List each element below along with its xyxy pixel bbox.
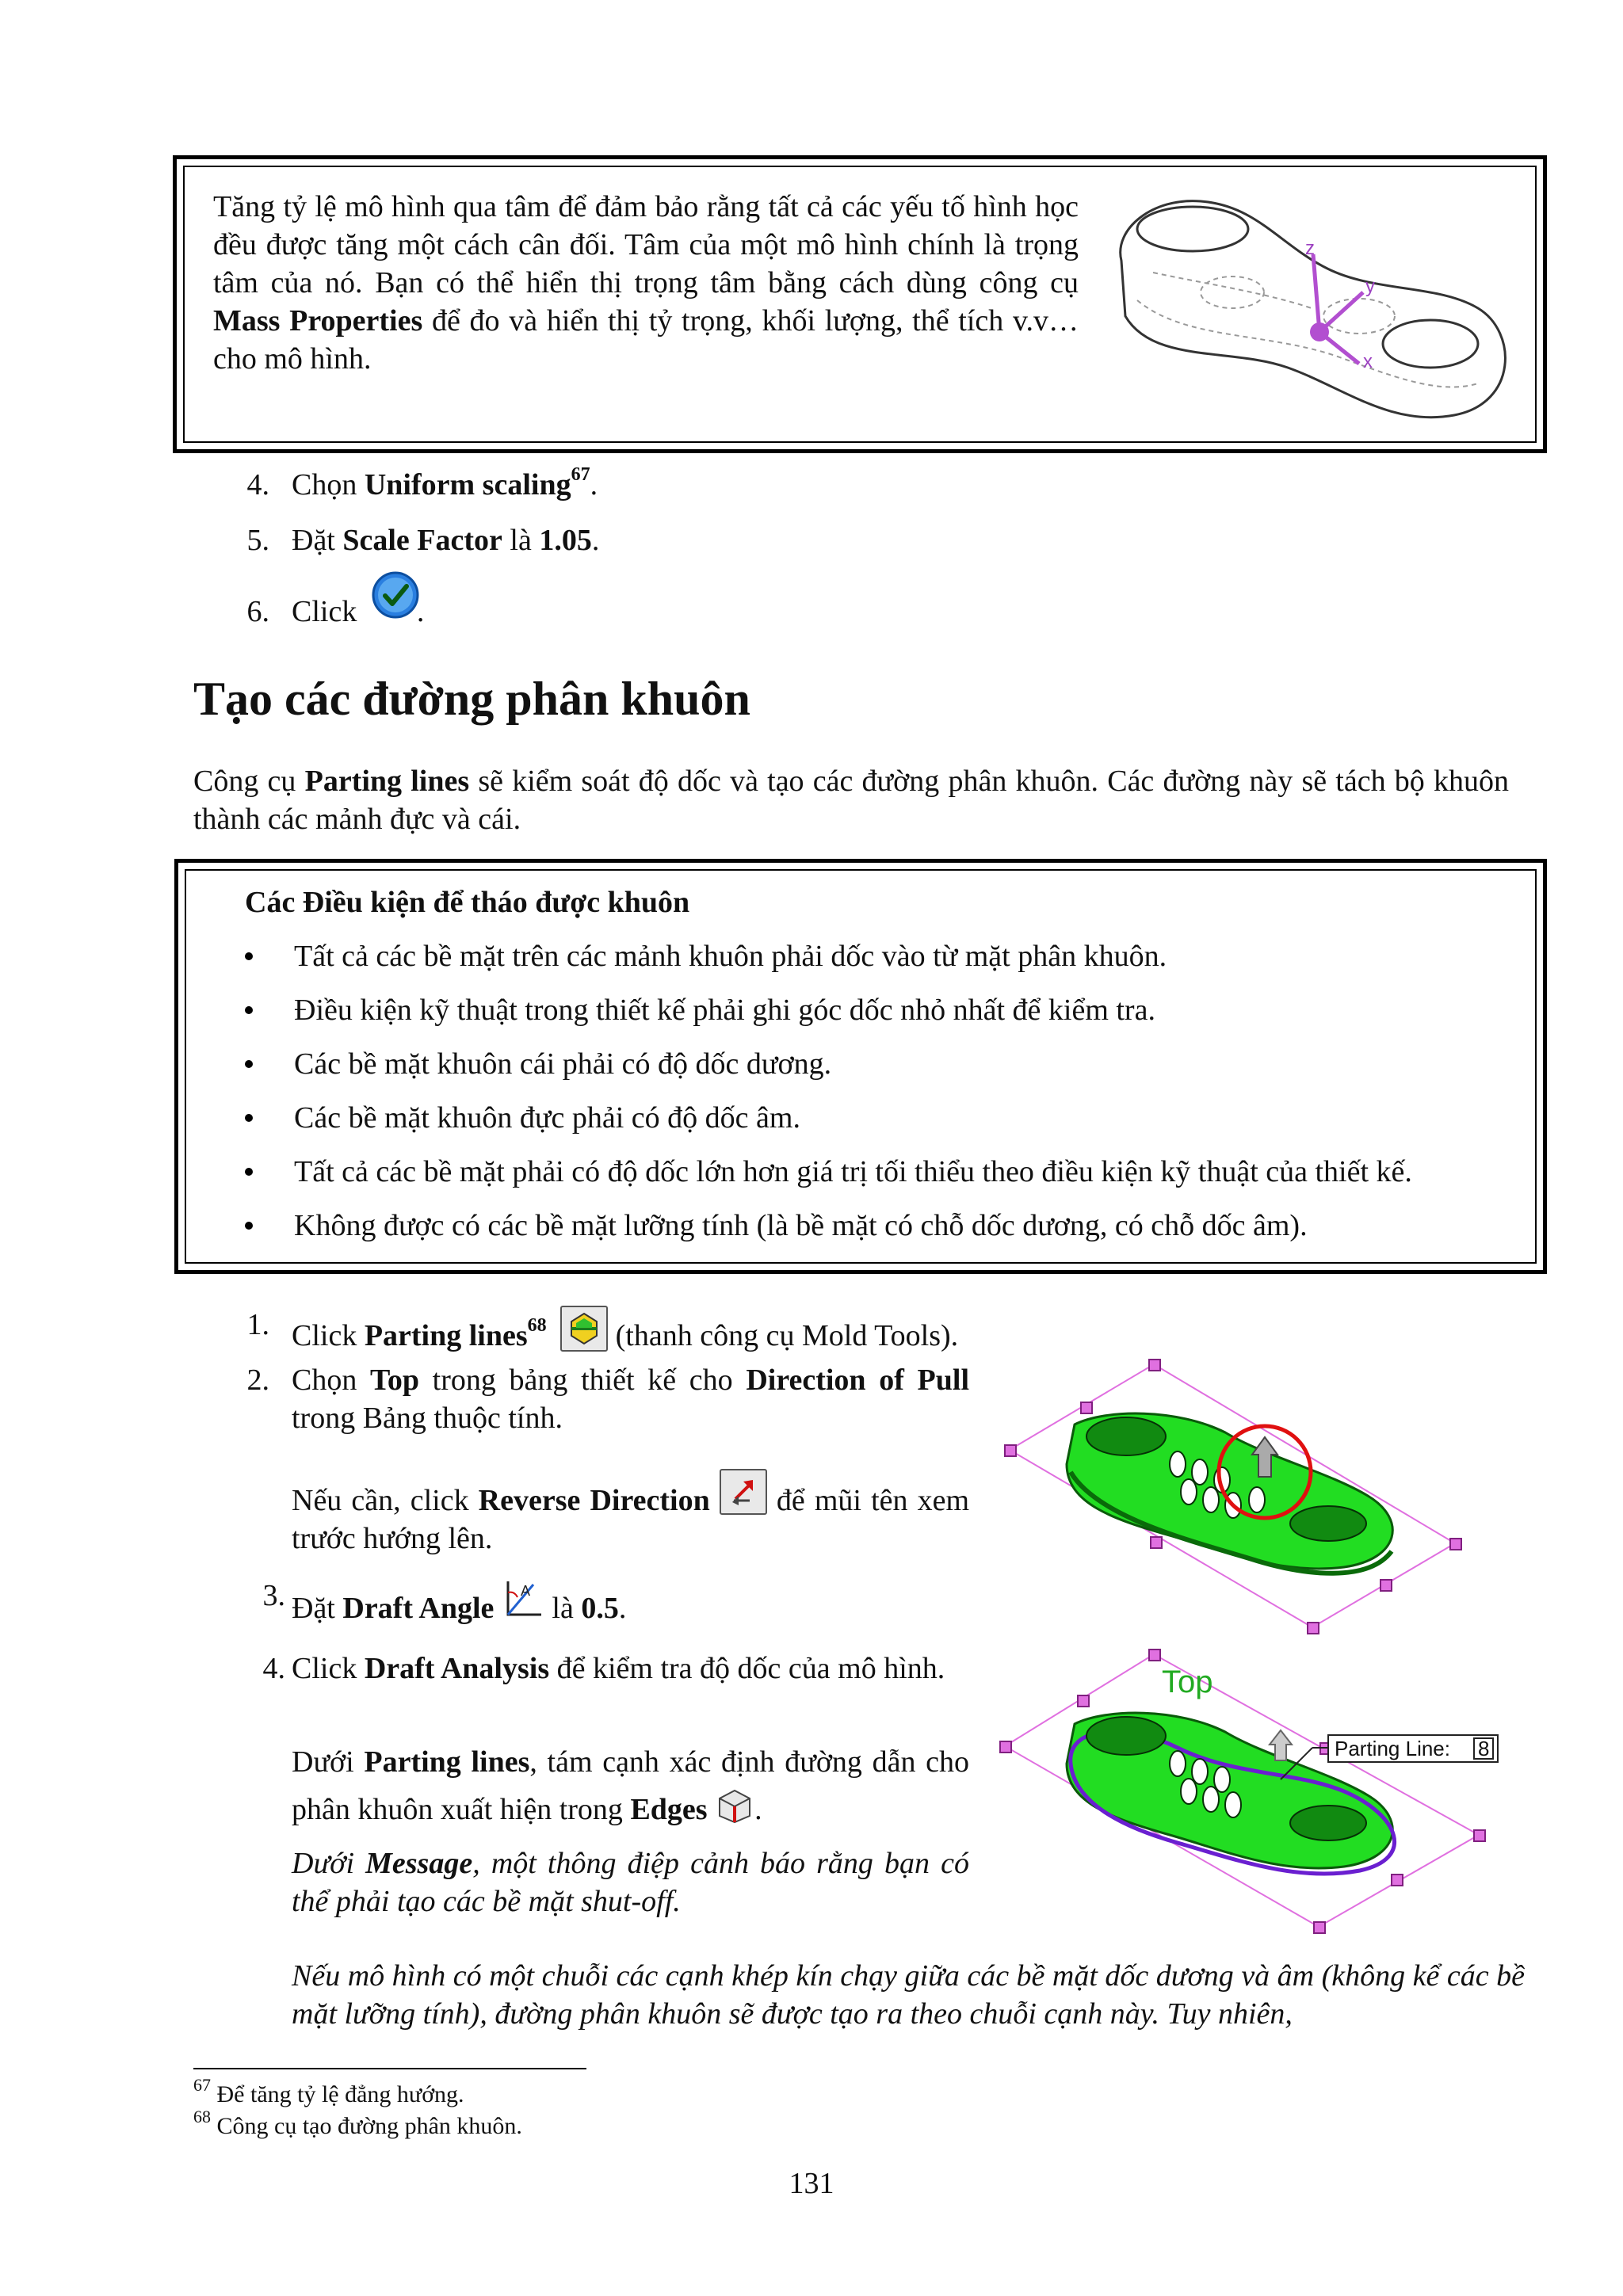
list-item: Điều kiện kỹ thuật trong thiết kế phải ghi góc dốc nhỏ nhất để kiểm tra. [245,991,1529,1029]
parting-line-figure [995,1645,1503,1938]
model-outline [1121,201,1506,418]
direction-of-pull-figure [995,1353,1471,1638]
step-b4-message: Dưới Message, một thông điệp cảnh báo rằng bạn có thể phải tạo các bề mặt shut-off. [292,1847,969,1918]
svg-text:z: z [1305,238,1315,259]
ok-check-icon[interactable] [371,570,420,620]
list-item: Các bề mặt khuôn cái phải có độ dốc dương. [245,1045,1529,1083]
section-title: Tạo các đường phân khuôn [193,673,750,725]
step-b4-edges: Dưới Parting lines, tám cạnh xác định đường dẫn cho phân khuôn xuất hiện trong Edges . [292,1745,969,1826]
step-b4-closing: Nếu mô hình có một chuỗi các cạnh khép kín chạy giữa các bề mặt dốc dương và âm (không kể các bề mặt lưỡng tính), đường phân khuôn sẽ được tạo ra theo chuỗi cạnh này. Tuy nhiên, [292,1959,1525,2031]
list-item: Tất cả các bề mặt trên các mảnh khuôn phải dốc vào từ mặt phân khuôn. [245,937,1529,975]
page-number: 131 [789,2167,834,2200]
list-item: Tất cả các bề mặt phải có độ dốc lớn hơn giá trị tối thiểu theo điều kiện kỹ thuật của thiết kế. [245,1153,1529,1191]
conditions-list [245,937,1529,1261]
footnote-68: $^{68}$ Công cụ tạo đường phân khuôn. [193,2107,522,2139]
conditions-box [174,859,1547,1274]
parting-lines-icon[interactable] [560,1306,608,1352]
svg-text:Top: Top [1162,1665,1213,1699]
footnote-67: $^{67}$ Để tăng tỷ lệ đẳng hướng. [193,2075,464,2107]
svg-text:Parting Line:: Parting Line: [1335,1737,1450,1760]
svg-text:y: y [1365,276,1375,297]
mass-properties-figure [1106,181,1518,435]
edges-icon [715,1786,754,1825]
conditions-title: Các Điều kiện để tháo được khuôn [245,886,690,919]
note-box [173,155,1547,453]
footnote-rule [193,2068,586,2069]
svg-text:x: x [1363,351,1373,372]
list-item: Không được có các bề mặt lưỡng tính (là bề mặt có chỗ dốc dương, có chỗ dốc âm). [245,1207,1529,1245]
note-text: Tăng tỷ lệ mô hình qua tâm để đảm bảo rằng tất cả các yếu tố hình học đều được tăng một cách cân đối. Tâm của một mô hình chính là trọng tâm của nó. Bạn có thể hiển thị trọng tâm bằng cách dùng công cụ Mass Properties để đo và hiển thị tỷ trọng, khối lượng, thể tích v.v… cho mô hình. [213,190,1079,376]
svg-text:A: A [520,1583,530,1599]
draft-angle-icon[interactable] [502,1577,544,1621]
list-item: Các bề mặt khuôn đực phải có độ dốc âm. [245,1099,1529,1137]
svg-text:8: 8 [1478,1737,1490,1760]
intro-paragraph: Công cụ Parting lines sẽ kiểm soát độ dốc và tạo các đường phân khuôn. Các đường này sẽ tách bộ khuôn thành các mảnh đực và cái. [193,765,1509,836]
parting-line-callout [1328,1735,1498,1762]
reverse-direction-icon[interactable] [720,1469,767,1515]
step-b2-note: Nếu cần, click Reverse Direction để mũi tên xem trước hướng lên. [292,1469,969,1558]
